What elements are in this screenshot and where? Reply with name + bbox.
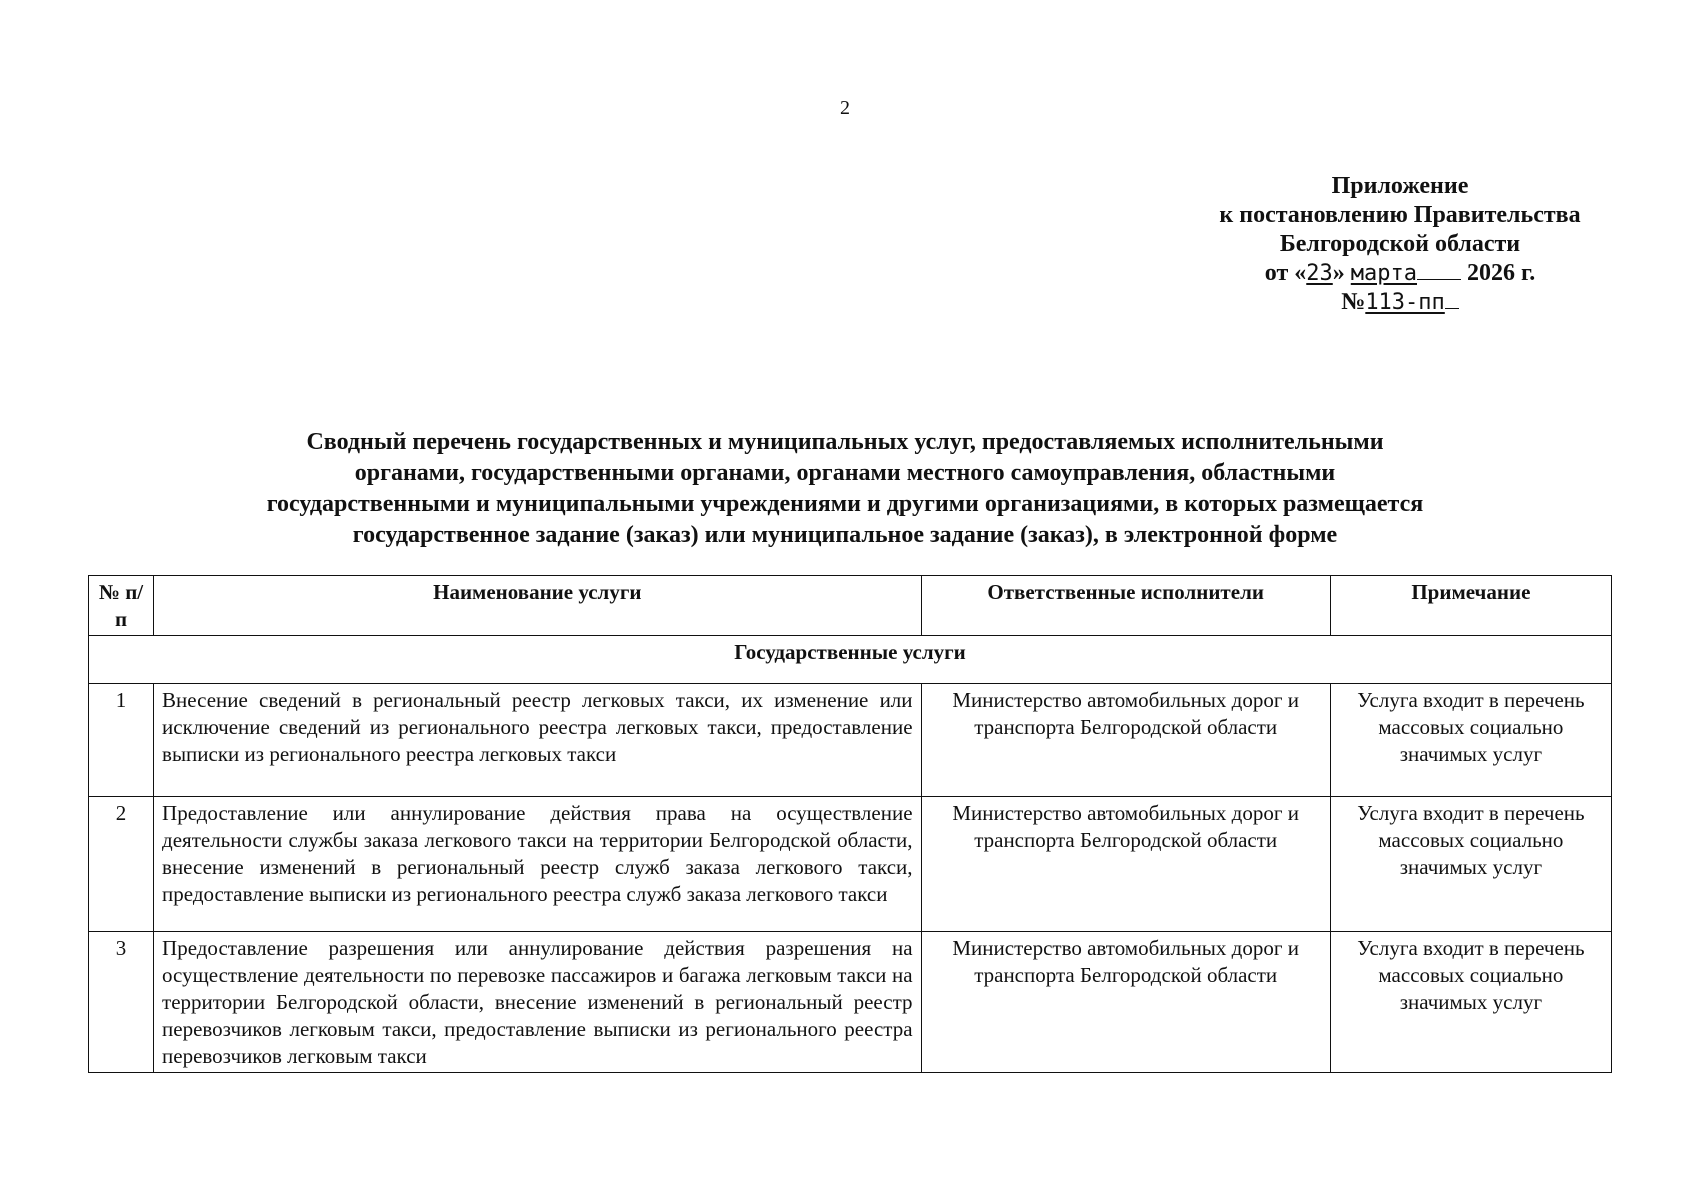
row-service-name: Внесение сведений в региональный реестр легковых такси, их изменение или исключение сведений из регионального реестра легковых такси, предоставление выписки из регионального реестра легковых такси (154, 684, 922, 797)
title-line-4: государственное задание (заказ) или муниципальное задание (заказ), в электронной форме (352, 522, 1338, 548)
row-executors: Министерство автомобильных дорог и транспорта Белгородской области (921, 684, 1330, 797)
header-note: Примечание (1330, 576, 1611, 636)
header-name: Наименование услуги (154, 576, 922, 636)
row-num: 1 (89, 684, 154, 797)
date-suffix: 2026 г. (1467, 260, 1536, 286)
page-number: 2 (840, 97, 850, 119)
row-service-name: Предоставление разрешения или аннулирование действия разрешения на осуществление деятельности по перевозке пассажиров и багажа легковым такси на территории Белгородской области, внесение изменений в региональный реестр перевозчиков легковым такси, предоставление выписки из регионального реестра перевозчиков легковым такси (154, 932, 922, 1073)
table-header-row (89, 576, 1612, 636)
appendix-line-resolution: к постановлению Правительства (1219, 202, 1581, 228)
section-title: Государственные услуги (89, 636, 1612, 684)
number-fill-gap (1445, 308, 1459, 309)
header-executors: Ответственные исполнители (921, 576, 1330, 636)
date-month: марта (1350, 261, 1417, 286)
title-line-1: Сводный перечень государственных и муниципальных услуг, предоставляемых исполнительными (306, 429, 1384, 455)
number-prefix: № (1341, 289, 1366, 315)
appendix-block (1170, 172, 1630, 317)
document-title (200, 427, 1490, 551)
date-fill-gap (1417, 279, 1461, 280)
row-note: Услуга входит в перечень массовых социально значимых услуг (1330, 932, 1611, 1073)
row-executors: Министерство автомобильных дорог и транспорта Белгородской области (921, 797, 1330, 932)
appendix-date (1170, 259, 1630, 288)
table-row (89, 932, 1612, 1073)
appendix-number (1170, 288, 1630, 317)
services-table (88, 575, 1612, 1073)
row-num: 3 (89, 932, 154, 1073)
date-prefix: от « (1264, 260, 1307, 286)
date-mid: » (1332, 260, 1345, 286)
title-line-2: органами, государственными органами, органами местного самоуправления, областными (354, 460, 1336, 486)
table-row (89, 797, 1612, 932)
table-row (89, 684, 1612, 797)
appendix-line-region: Белгородской области (1279, 231, 1521, 257)
header-num: № п/п (89, 576, 154, 636)
title-line-3: государственными и муниципальными учреждениями и другими организациями, в которых размещается (266, 491, 1424, 517)
number-value: 113-пп (1365, 290, 1445, 315)
row-note: Услуга входит в перечень массовых социально значимых услуг (1330, 797, 1611, 932)
date-day: 23 (1306, 261, 1333, 286)
row-num: 2 (89, 797, 154, 932)
row-executors: Министерство автомобильных дорог и транспорта Белгородской области (921, 932, 1330, 1073)
row-note: Услуга входит в перечень массовых социально значимых услуг (1330, 684, 1611, 797)
section-row (89, 636, 1612, 684)
row-service-name: Предоставление или аннулирование действия права на осуществление деятельности службы заказа легкового такси на территории Белгородской области, внесение изменений в региональный реестр служб заказа легкового такси, предоставление выписки из регионального реестра служб заказа легкового такси (154, 797, 922, 932)
appendix-title: Приложение (1331, 173, 1469, 199)
